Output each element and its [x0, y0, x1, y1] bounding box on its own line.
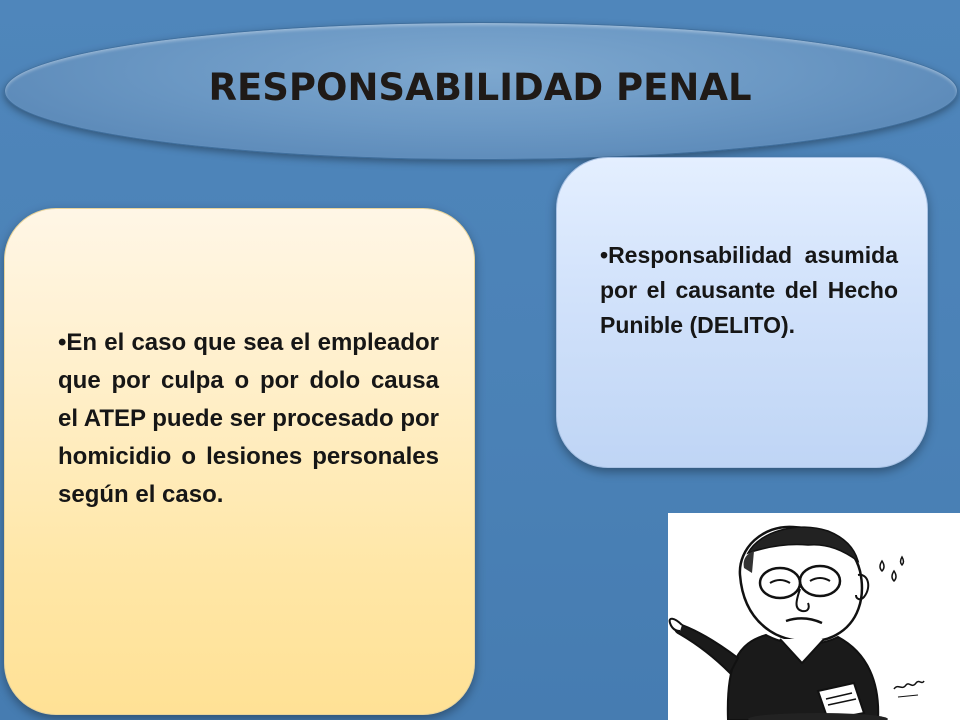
right-box-text	[600, 238, 898, 343]
left-box-text	[58, 324, 439, 514]
right-box-paragraph: Responsabilidad asumida por el causante del Hecho Punible (DELITO).	[600, 242, 898, 338]
slide-title: RESPONSABILIDAD PENAL	[208, 66, 752, 109]
bullet-icon: •	[58, 329, 67, 356]
left-box-paragraph: En el caso que sea el empleador que por culpa o por dolo causa el ATEP puede ser procesado por homicidio o lesiones personales según el caso.	[58, 329, 439, 508]
bullet-icon: •	[600, 242, 609, 268]
caricature-drawing	[668, 513, 960, 720]
caricature-icon	[668, 513, 960, 720]
